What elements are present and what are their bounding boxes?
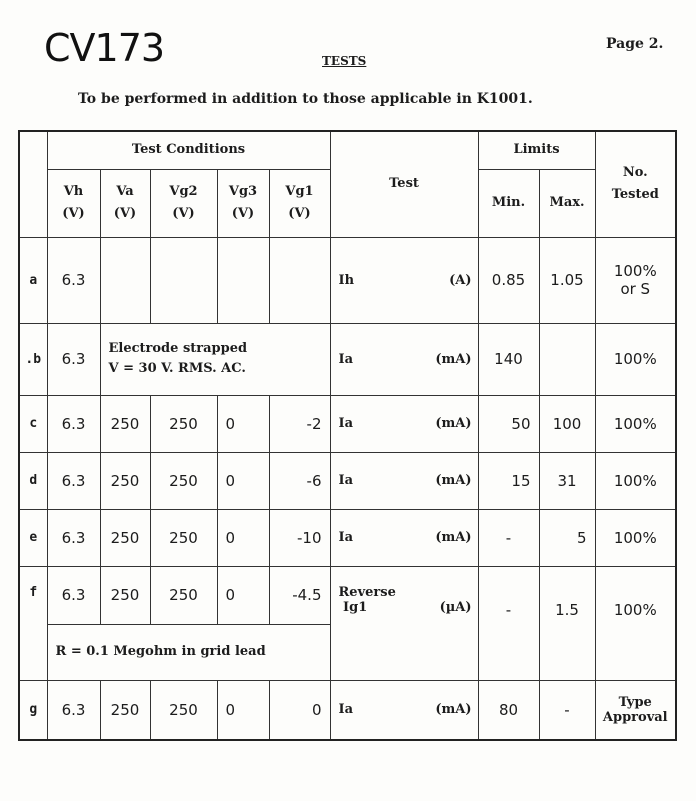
cell-vg1: [269, 237, 330, 323]
row-label: f: [19, 566, 47, 680]
col-vg1-unit: (V): [288, 206, 311, 221]
test-name: Ia: [338, 416, 354, 431]
col-va: [100, 169, 150, 237]
cell-vh: 6.3: [47, 237, 100, 323]
header-test-conditions: Test Conditions: [47, 131, 330, 169]
no-tested-line2: or S: [620, 280, 651, 298]
test-unit: (mA): [435, 473, 472, 488]
cell-vg3: 0: [217, 452, 269, 509]
col-vg3: [217, 169, 269, 237]
test-unit: (mA): [435, 351, 472, 367]
col-vg2-label: Vg2: [169, 184, 198, 199]
col-vg2: [150, 169, 217, 237]
cell-test: [330, 452, 478, 509]
cell-max: [539, 323, 595, 395]
cell-test: [330, 395, 478, 452]
row-label: d: [19, 452, 47, 509]
col-vh-label: Vh: [63, 184, 84, 199]
table-row-d: [19, 452, 676, 509]
cell-min: 50: [478, 395, 539, 452]
test-name: Ih: [338, 272, 355, 288]
cell-max: 5: [539, 509, 595, 566]
test-unit: (mA): [435, 416, 472, 431]
test-unit: (µA): [439, 599, 472, 615]
cell-vg2: 250: [150, 509, 217, 566]
cell-vg2: 250: [150, 680, 217, 740]
cell-vg1: -6: [269, 452, 330, 509]
col-vh: [47, 169, 100, 237]
cell-va: 250: [100, 452, 150, 509]
header-row-groups: [19, 131, 676, 169]
cell-va: [100, 237, 150, 323]
cell-vg3: 0: [217, 566, 269, 624]
cell-no-tested: 100%: [595, 566, 676, 680]
row-label: e: [19, 509, 47, 566]
cell-test: [330, 680, 478, 740]
cell-max: -: [539, 680, 595, 740]
cell-min: 140: [478, 323, 539, 395]
test-name: Ig1: [343, 599, 368, 615]
cell-va: 250: [100, 680, 150, 740]
cell-va: 250: [100, 566, 150, 624]
no-tested-line1: Type: [618, 694, 652, 710]
cell-no-tested: 100%: [595, 395, 676, 452]
cell-grid-lead-note: R = 0.1 Megohm in grid lead: [47, 624, 330, 680]
cell-max: 31: [539, 452, 595, 509]
test-unit: (mA): [435, 530, 472, 545]
test-name: Ia: [338, 473, 354, 488]
header-no: No.: [622, 165, 648, 181]
cell-vg2: [150, 237, 217, 323]
header-tested: Tested: [611, 187, 659, 203]
cell-vg3: 0: [217, 395, 269, 452]
test-unit: (mA): [435, 702, 472, 718]
cell-no-tested: [595, 680, 676, 740]
section-heading: TESTS: [322, 54, 367, 68]
cell-max: 100: [539, 395, 595, 452]
header-no-tested: [595, 131, 676, 237]
col-max: Max.: [539, 169, 595, 237]
cell-min: -: [478, 509, 539, 566]
cell-vg2: 250: [150, 395, 217, 452]
cell-no-tested: 100%: [595, 509, 676, 566]
cell-va: 250: [100, 395, 150, 452]
cell-vh: 6.3: [47, 323, 100, 395]
cell-vh: 6.3: [47, 680, 100, 740]
test-name-line1: Reverse: [338, 584, 396, 600]
cell-test: [330, 237, 478, 323]
cell-vg3: [217, 237, 269, 323]
col-vg1-label: Vg1: [285, 184, 314, 199]
cell-condition-note: [100, 323, 330, 395]
cell-va: 250: [100, 509, 150, 566]
cell-vg3: 0: [217, 680, 269, 740]
table-row-c: [19, 395, 676, 452]
cell-vh: 6.3: [47, 452, 100, 509]
table-row-g: [19, 680, 676, 740]
test-name: Ia: [338, 702, 354, 718]
col-va-unit: (V): [113, 206, 137, 221]
cell-no-tested: [595, 237, 676, 323]
test-name: Ia: [338, 351, 354, 367]
cell-max: 1.05: [539, 237, 595, 323]
cell-no-tested: 100%: [595, 323, 676, 395]
header-test: Test: [330, 131, 478, 237]
row-label-header: [19, 131, 47, 237]
page-number: Page 2.: [606, 36, 664, 52]
col-min: Min.: [478, 169, 539, 237]
cell-vg2: 250: [150, 452, 217, 509]
row-label: a: [19, 237, 47, 323]
table-row-b: [19, 323, 676, 395]
cell-min: -: [478, 566, 539, 680]
no-tested-line1: 100%: [613, 262, 657, 280]
cell-vg1: -2: [269, 395, 330, 452]
cell-test: [330, 509, 478, 566]
row-label: c: [19, 395, 47, 452]
cell-min: 80: [478, 680, 539, 740]
table-row-a: [19, 237, 676, 323]
note-line1: Electrode strapped: [108, 341, 248, 356]
col-vg3-label: Vg3: [228, 184, 258, 199]
cell-test: [330, 566, 478, 680]
row-label: .b: [19, 323, 47, 395]
cell-min: 15: [478, 452, 539, 509]
col-va-label: Va: [116, 184, 134, 199]
cell-vg1: -4.5: [269, 566, 330, 624]
cell-vh: 6.3: [47, 395, 100, 452]
cell-vg3: 0: [217, 509, 269, 566]
col-vg1: [269, 169, 330, 237]
cell-vg1: -10: [269, 509, 330, 566]
intro-text: To be performed in addition to those applicable in K1001.: [78, 91, 533, 107]
test-name: Ia: [338, 530, 354, 545]
table-row-f: [19, 566, 676, 624]
cell-test: [330, 323, 478, 395]
cell-no-tested: 100%: [595, 452, 676, 509]
col-vg2-unit: (V): [172, 206, 195, 221]
cell-max: 1.5: [539, 566, 595, 680]
cell-vg2: 250: [150, 566, 217, 624]
col-vh-unit: (V): [62, 206, 85, 221]
no-tested-line2: Approval: [602, 709, 668, 725]
row-label: g: [19, 680, 47, 740]
test-name-line2: [339, 600, 474, 615]
test-unit: (A): [449, 272, 472, 288]
col-vg3-unit: (V): [231, 206, 255, 221]
cell-vh: 6.3: [47, 509, 100, 566]
cell-min: 0.85: [478, 237, 539, 323]
note-line2: V = 30 V. RMS. AC.: [108, 361, 246, 376]
table-row-e: [19, 509, 676, 566]
test-table: [18, 130, 677, 741]
valve-code: CV173: [44, 26, 165, 70]
cell-vh: 6.3: [47, 566, 100, 624]
header-limits: Limits: [478, 131, 595, 169]
cell-vg1: 0: [269, 680, 330, 740]
